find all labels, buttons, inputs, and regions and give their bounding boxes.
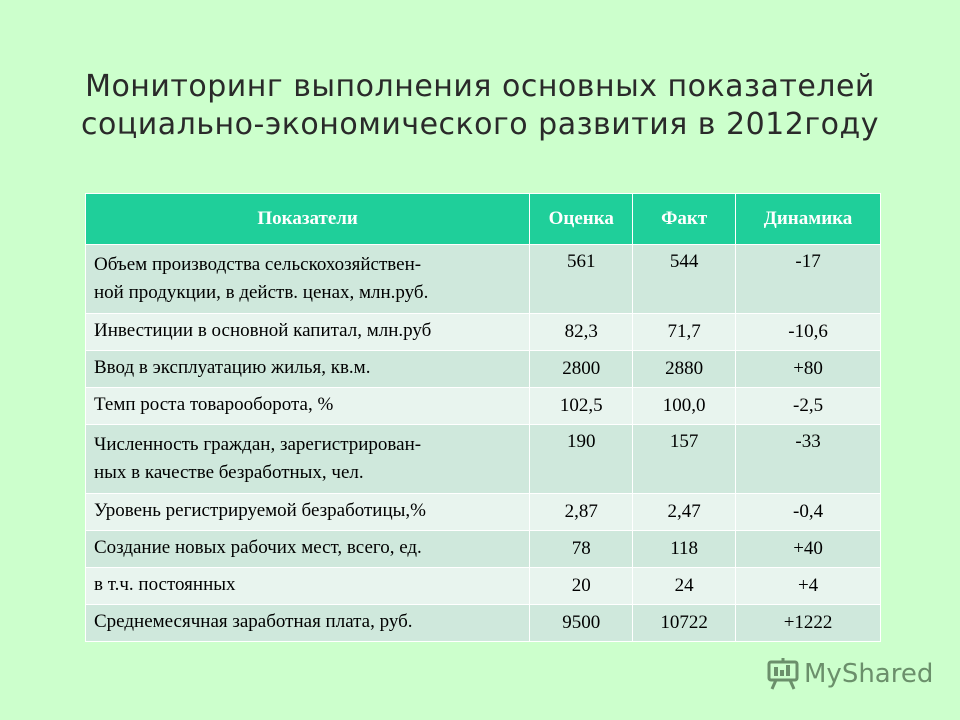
- header-dynamics: Динамика: [736, 194, 881, 245]
- slide-title-line-2: социально-экономического развития в 2012году: [81, 107, 879, 142]
- dynamics-value: +4: [736, 568, 881, 605]
- indicator-label: [86, 605, 530, 642]
- indicator-label: [86, 425, 530, 494]
- dynamics-value: -10,6: [736, 314, 881, 351]
- indicator-label: [86, 314, 530, 351]
- indicator-label-line: Численность граждан, зарегистрирован-: [94, 434, 422, 455]
- myshared-logo: [766, 657, 933, 691]
- indicator-label: [86, 531, 530, 568]
- fact-value: 10722: [633, 605, 736, 642]
- dynamics-value: -0,4: [736, 494, 881, 531]
- fact-value: 118: [633, 531, 736, 568]
- fact-value: 2,47: [633, 494, 736, 531]
- indicator-label-line: Среднемесячная заработная плата, руб.: [94, 611, 413, 632]
- indicator-label-line: Ввод в эксплуатацию жилья, кв.м.: [94, 357, 371, 378]
- indicator-label-line: Темп роста товарооборота, %: [94, 394, 334, 415]
- indicator-label: [86, 494, 530, 531]
- table-row: [86, 605, 881, 642]
- header-estimate: Оценка: [530, 194, 633, 245]
- presentation-board-icon: [766, 657, 800, 691]
- indicator-label-line: ных в качестве безработных, чел.: [94, 462, 364, 483]
- estimate-value: 2,87: [530, 494, 633, 531]
- dynamics-value: +1222: [736, 605, 881, 642]
- table-row: [86, 425, 881, 494]
- table-row: [86, 351, 881, 388]
- dynamics-value: -33: [736, 425, 881, 494]
- table-header-row: [86, 194, 881, 245]
- estimate-value: 190: [530, 425, 633, 494]
- fact-value: 100,0: [633, 388, 736, 425]
- fact-value: 157: [633, 425, 736, 494]
- indicator-label: [86, 568, 530, 605]
- indicator-label-line: Уровень регистрируемой безработицы,%: [94, 500, 426, 521]
- header-fact: Факт: [633, 194, 736, 245]
- table-row: [86, 568, 881, 605]
- dynamics-value: -2,5: [736, 388, 881, 425]
- dynamics-value: -17: [736, 245, 881, 314]
- fact-value: 71,7: [633, 314, 736, 351]
- indicator-label: [86, 388, 530, 425]
- estimate-value: 102,5: [530, 388, 633, 425]
- header-indicators: Показатели: [86, 194, 530, 245]
- table-row: [86, 314, 881, 351]
- indicator-label-line: ной продукции, в действ. ценах, млн.руб.: [94, 282, 429, 303]
- estimate-value: 2800: [530, 351, 633, 388]
- dynamics-value: +40: [736, 531, 881, 568]
- indicator-label: [86, 351, 530, 388]
- dynamics-value: +80: [736, 351, 881, 388]
- estimate-value: 82,3: [530, 314, 633, 351]
- table-row: [86, 531, 881, 568]
- fact-value: 24: [633, 568, 736, 605]
- table-row: [86, 494, 881, 531]
- estimate-value: 9500: [530, 605, 633, 642]
- indicator-label-line: Объем производства сельскохозяйствен-: [94, 254, 422, 275]
- estimate-value: 20: [530, 568, 633, 605]
- logo-text: MyShared: [804, 659, 934, 689]
- indicators-table: [85, 193, 881, 642]
- estimate-value: 561: [530, 245, 633, 314]
- indicator-label-line: в т.ч. постоянных: [94, 574, 236, 595]
- fact-value: 2880: [633, 351, 736, 388]
- indicator-label: [86, 245, 530, 314]
- estimate-value: 78: [530, 531, 633, 568]
- slide-title-line-1: Мониторинг выполнения основных показателей: [85, 69, 875, 104]
- indicator-label-line: Создание новых рабочих мест, всего, ед.: [94, 537, 422, 558]
- slide-title: [40, 68, 920, 144]
- indicator-label-line: Инвестиции в основной капитал, млн.руб: [94, 320, 432, 341]
- table-row: [86, 245, 881, 314]
- table-row: [86, 388, 881, 425]
- fact-value: 544: [633, 245, 736, 314]
